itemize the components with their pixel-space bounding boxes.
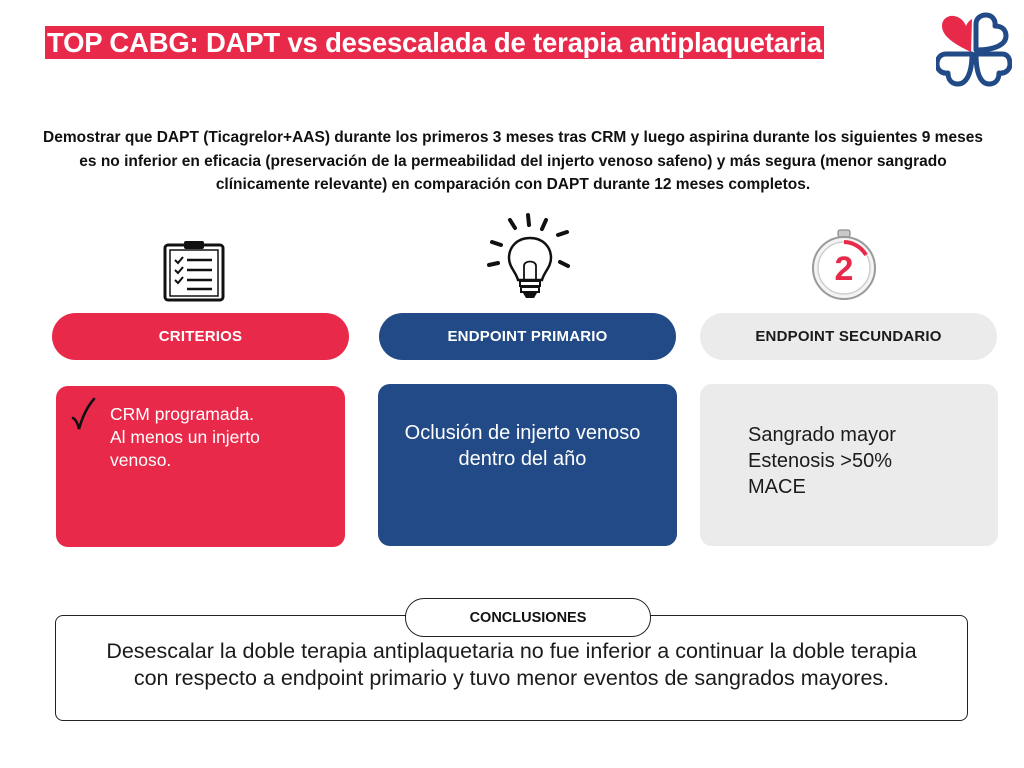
secondary-endpoint-item: Sangrado mayor	[748, 424, 896, 446]
criteria-item: CRM programada.	[110, 404, 254, 424]
secondary-endpoint-header: ENDPOINT SECUNDARIO	[700, 313, 997, 360]
criteria-item: venoso.	[110, 450, 172, 470]
checklist-clipboard-icon	[162, 240, 226, 302]
page-title: TOP CABG: DAPT vs desescalada de terapia antiplaquetaria	[47, 27, 822, 58]
checkmark-icon	[70, 396, 96, 436]
conclusions-label: CONCLUSIONES	[405, 598, 651, 637]
secondary-endpoint-item: MACE	[748, 476, 806, 498]
criteria-header: CRITERIOS	[52, 313, 349, 360]
stopwatch-icon	[810, 228, 878, 302]
stopwatch-number: 2	[834, 250, 854, 288]
criteria-item: Al menos un injerto	[110, 427, 260, 447]
primary-endpoint-card	[378, 384, 677, 546]
conclusions-text: Desescalar la doble terapia antiplaquetaria no fue inferior a continuar la doble terapia con respecto a endpoint primario y tuvo menor eventos de sangrados mayores.	[106, 639, 917, 690]
secondary-endpoint-card	[700, 384, 998, 546]
criteria-card	[56, 386, 345, 547]
primary-endpoint-text: Oclusión de injerto venoso dentro del año	[404, 422, 641, 470]
lightbulb-icon	[484, 210, 576, 302]
secondary-endpoint-item: Estenosis >50%	[748, 450, 892, 472]
study-objective: Demostrar que DAPT (Ticagrelor+AAS) durante los primeros 3 meses tras CRM y luego aspirina durante los siguientes 9 meses es no inferior en eficacia (preservación de la permeabilidad del injerto venoso safeno) y más segura (menor sangrado clínicamente relevante) en comparación con DAPT durante 12 meses completos.	[43, 129, 983, 193]
heart-clover-logo-icon	[936, 12, 1012, 88]
secondary-endpoint-list	[748, 422, 978, 500]
criteria-list	[110, 403, 335, 472]
primary-endpoint-header: ENDPOINT PRIMARIO	[379, 313, 676, 360]
